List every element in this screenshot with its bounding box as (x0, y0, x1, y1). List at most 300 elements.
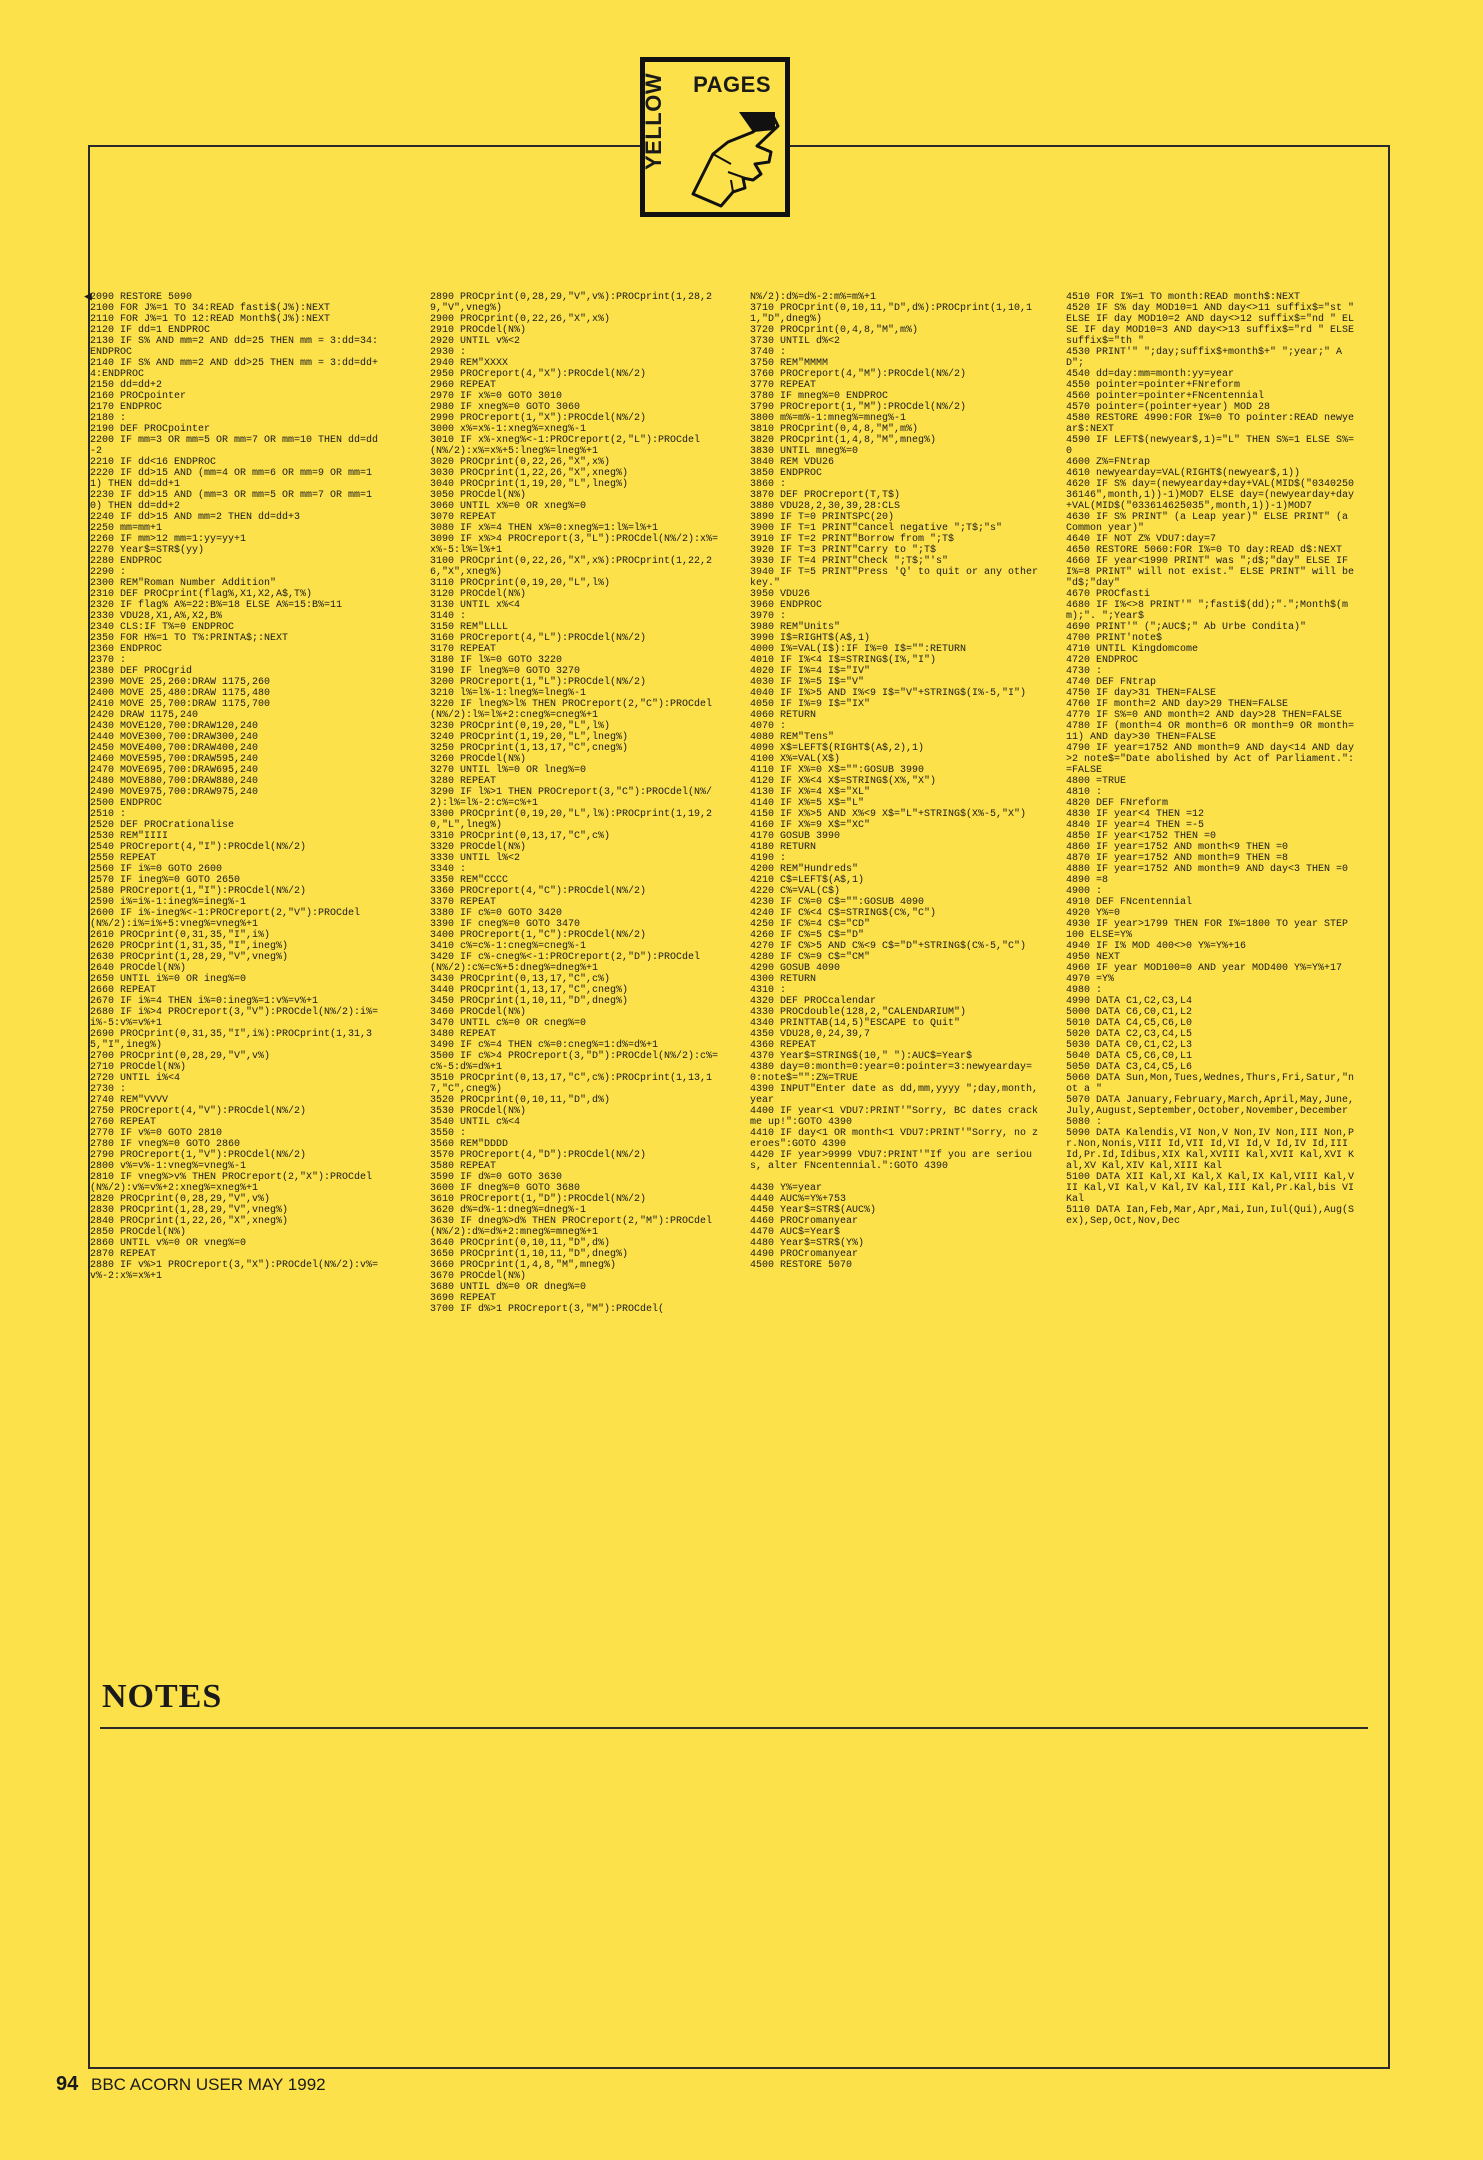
code-line: 2870 REPEAT (90, 1249, 157, 1260)
code-line: 4520 IF S% day MOD10=1 AND day<>11 suffix$="st " ELSE IF day MOD10=2 AND day<>12 suffix$="nd " ELSE IF day MOD10=3 AND day<>13 suffix$="rd " ELSE suffix$="th " (1066, 303, 1361, 347)
code-line: 4860 IF year=1752 AND month<9 THEN =0 (1066, 842, 1289, 853)
code-line: 4320 DEF PROCcalendar (750, 996, 877, 1007)
code-line: 2650 UNTIL i%=0 OR ineg%=0 (90, 974, 247, 985)
code-line: 5040 DATA C5,C6,C0,L1 (1066, 1051, 1193, 1062)
code-line: 4940 IF I% MOD 400<>0 Y%=Y%+16 (1066, 941, 1247, 952)
code-line: 2380 DEF PROCgrid (90, 666, 193, 677)
code-line: 3090 IF x%>4 PROCreport(3,"L"):PROCdel(N%/2):x%=x%-5:l%=l%+1 (430, 534, 719, 556)
code-line: 4290 GOSUB 4090 (750, 963, 841, 974)
code-line: 2450 MOVE400,700:DRAW400,240 (90, 743, 259, 754)
code-line: 4150 IF X%>5 AND X%<9 X$="L"+STRING$(X%-5,"X") (750, 809, 1027, 820)
code-line: 2330 VDU28,X1,A%,X2,B% (90, 611, 223, 622)
code-line: 3600 IF dneg%=0 GOTO 3680 (430, 1183, 581, 1194)
code-line: 2430 MOVE120,700:DRAW120,240 (90, 721, 259, 732)
code-line: 4920 Y%=0 (1066, 908, 1121, 919)
code-line: 2730 : (90, 1084, 127, 1095)
code-line: 2880 IF v%>1 PROCreport(3,"X"):PROCdel(N%/2):v%=v%-2:x%=x%+1 (90, 1260, 379, 1282)
code-line: 2500 ENDPROC (90, 798, 163, 809)
code-line: 4390 INPUT"Enter date as dd,mm,yyyy ";day,month,year (750, 1084, 1039, 1106)
code-line: 4190 : (750, 853, 787, 864)
code-line: 3130 UNTIL x%<4 (430, 600, 521, 611)
code-line: 2910 PROCdel(N%) (430, 325, 527, 336)
code-line: 2180 : (90, 413, 127, 424)
code-line: 2610 PROCprint(0,31,35,"I",i%) (90, 930, 271, 941)
code-line: 2090 RESTORE 5090 (90, 292, 193, 303)
code-line: 4610 newyearday=VAL(RIGHT$(newyear$,1)) (1066, 468, 1301, 479)
code-line: 4180 RETURN (750, 842, 817, 853)
code-line: 4960 IF year MOD100=0 AND year MOD400 Y%=Y%+17 (1066, 963, 1343, 974)
code-line: 2570 IF ineg%=0 GOTO 2650 (90, 875, 241, 886)
code-line: 3380 IF c%=0 GOTO 3420 (430, 908, 563, 919)
code-line: 2150 dd=dd+2 (90, 380, 163, 391)
code-line: 2170 ENDPROC (90, 402, 163, 413)
code-line: 2250 mm=mm+1 (90, 523, 163, 534)
code-line: 2740 REM"VVVV (90, 1095, 169, 1106)
code-line: 4200 REM"Hundreds" (750, 864, 859, 875)
code-line: 3950 VDU26 (750, 589, 811, 600)
code-line: 2130 IF S% AND mm=2 AND dd=25 THEN mm = 3:dd=34:ENDPROC (90, 336, 379, 358)
code-line: 4470 AUC$=Year$ (750, 1227, 841, 1238)
code-line: 3550 : (430, 1128, 467, 1139)
code-line: 4540 dd=day:mm=month:yy=year (1066, 369, 1235, 380)
code-line: 3040 PROCprint(1,19,20,"L",lneg%) (430, 479, 629, 490)
code-line: 2230 IF dd>15 AND (mm=3 OR mm=5 OR mm=7 OR mm=10) THEN dd=dd+2 (90, 490, 373, 512)
code-line: 4750 IF day>31 THEN=FALSE (1066, 688, 1217, 699)
code-line: 4620 IF S% day=(newyearday+day+VAL(MID$("034025036146",month,1))-1)MOD7 ELSE day=(newyearday+day+VAL(MID$("033614625035",month,1))-1)MOD7 (1066, 479, 1355, 512)
code-line: 3260 PROCdel(N%) (430, 754, 527, 765)
code-line: 5020 DATA C2,C3,C4,L5 (1066, 1029, 1193, 1040)
code-line: 3420 IF c%-cneg%<-1:PROCreport(2,"D"):PROCdel(N%/2):c%=c%+5:dneg%=dneg%+1 (430, 952, 701, 974)
code-line: 3250 PROCprint(1,13,17,"C",cneg%) (430, 743, 629, 754)
code-line: 2840 PROCprint(1,22,26,"X",xneg%) (90, 1216, 289, 1227)
code-line: 2360 ENDPROC (90, 644, 163, 655)
code-line: 3370 REPEAT (430, 897, 497, 908)
code-line: 3490 IF c%=4 THEN c%=0:cneg%=1:d%=d%+1 (430, 1040, 659, 1051)
code-line: 2160 PROCpointer (90, 391, 187, 402)
code-line: 3790 PROCreport(1,"M"):PROCdel(N%/2) (750, 402, 967, 413)
code-line: 4970 =Y% (1066, 974, 1115, 985)
code-line: 3060 UNTIL x%=0 OR xneg%=0 (430, 501, 587, 512)
code-line: 4120 IF X%<4 X$=STRING$(X%,"X") (750, 776, 937, 787)
code-line: 3760 PROCreport(4,"M"):PROCdel(N%/2) (750, 369, 967, 380)
code-line: 2190 DEF PROCpointer (90, 424, 211, 435)
code-line: 3290 IF l%>1 THEN PROCreport(3,"C"):PROCdel(N%/2):l%=l%-2:c%=c%+1 (430, 787, 713, 809)
code-line: 4640 IF NOT Z% VDU7:day=7 (1066, 534, 1217, 545)
notes-heading: NOTES (102, 1678, 223, 1715)
code-line: 2630 PROCprint(1,28,29,"V",vneg%) (90, 952, 289, 963)
code-line: 4830 IF year<4 THEN =12 (1066, 809, 1205, 820)
code-line: 2460 MOVE595,700:DRAW595,240 (90, 754, 259, 765)
code-line: 3870 DEF PROCreport(T,T$) (750, 490, 901, 501)
code-line: 4450 Year$=STR$(AUC%) (750, 1205, 877, 1216)
code-line: 4810 : (1066, 787, 1103, 798)
code-line: 3430 PROCprint(0,13,17,"C",c%) (430, 974, 611, 985)
code-line: 2970 IF x%=0 GOTO 3010 (430, 391, 563, 402)
code-line: 3930 IF T=4 PRINT"Check ";T$;"'s" (750, 556, 949, 567)
code-line: 4430 Y%=year (750, 1183, 823, 1194)
code-line: 2670 IF i%=4 THEN i%=0:ineg%=1:v%=v%+1 (90, 996, 319, 1007)
code-line: 3240 PROCprint(1,19,20,"L",lneg%) (430, 732, 629, 743)
code-line: 2980 IF xneg%=0 GOTO 3060 (430, 402, 581, 413)
code-line: 3410 c%=c%-1:cneg%=cneg%-1 (430, 941, 587, 952)
code-line: 5000 DATA C6,C0,C1,L2 (1066, 1007, 1193, 1018)
code-line: 3820 PROCprint(1,4,8,"M",mneg%) (750, 435, 937, 446)
code-line: 3010 IF x%-xneg%<-1:PROCreport(2,"L"):PROCdel(N%/2):x%=x%+5:lneg%=lneg%+1 (430, 435, 701, 457)
listing-column-1 (90, 292, 382, 1697)
code-line: 2860 UNTIL v%=0 OR vneg%=0 (90, 1238, 247, 1249)
code-line: 4990 DATA C1,C2,C3,L4 (1066, 996, 1193, 1007)
code-line: 4350 VDU28,0,24,39,7 (750, 1029, 871, 1040)
code-line: 3150 REM"LLLL (430, 622, 509, 633)
code-line: 2470 MOVE695,700:DRAW695,240 (90, 765, 259, 776)
code-line: 3310 PROCprint(0,13,17,"C",c%) (430, 831, 611, 842)
code-line: 2720 UNTIL i%<4 (90, 1073, 181, 1084)
code-line: 4550 pointer=pointer+FNreform (1066, 380, 1241, 391)
code-line: 3960 ENDPROC (750, 600, 823, 611)
code-line: 2300 REM"Roman Number Addition" (90, 578, 277, 589)
code-line: 2260 IF mm>12 mm=1:yy=yy+1 (90, 534, 247, 545)
code-line: 2800 v%=v%-1:vneg%=vneg%-1 (90, 1161, 247, 1172)
code-line: 4480 Year$=STR$(Y%) (750, 1238, 865, 1249)
code-line: 4040 IF I%>5 AND I%<9 I$="V"+STRING$(I%-5,"I") (750, 688, 1027, 699)
code-line: 4980 : (1066, 985, 1103, 996)
code-line: 4530 PRINT'" ";day;suffix$+month$+" ";year;" AD"; (1066, 347, 1343, 369)
code-line: 2900 PROCprint(0,22,26,"X",x%) (430, 314, 611, 325)
code-line: 3340 : (430, 864, 467, 875)
code-line: 4380 day=0:month=0:year=0:pointer=3:newyearday=0:note$="":Z%=TRUE (750, 1062, 1033, 1084)
code-line: 2600 IF i%-ineg%<-1:PROCreport(2,"V"):PROCdel(N%/2):i%=i%+5:vneg%=vneg%+1 (90, 908, 361, 930)
code-line: 2830 PROCprint(1,28,29,"V",vneg%) (90, 1205, 289, 1216)
code-line: 4950 NEXT (1066, 952, 1121, 963)
code-line: 5070 DATA January,February,March,April,May,June,July,August,September,October,November,December (1066, 1095, 1355, 1117)
code-line: 4590 IF LEFT$(newyear$,1)="L" THEN S%=1 ELSE S%=0 (1066, 435, 1355, 457)
code-line: 3110 PROCprint(0,19,20,"L",l%) (430, 578, 611, 589)
code-line: 3330 UNTIL l%<2 (430, 853, 521, 864)
code-line: 3390 IF cneg%=0 GOTO 3470 (430, 919, 581, 930)
code-line: 3020 PROCprint(0,22,26,"X",x%) (430, 457, 611, 468)
code-line: 4400 IF year<1 VDU7:PRINT'"Sorry, BC dates crack me up!":GOTO 4390 (750, 1106, 1045, 1128)
code-line: 2400 MOVE 25,480:DRAW 1175,480 (90, 688, 271, 699)
code-line: 2690 PROCprint(0,31,35,"I",i%):PROCprint(1,31,35,"I",ineg%) (90, 1029, 373, 1051)
code-line: 4570 pointer=(pointer+year) MOD 28 (1066, 402, 1271, 413)
code-line: 2940 REM"XXXX (430, 358, 509, 369)
code-line: 5090 DATA Kalendis,VI Non,V Non,IV Non,III Non,Pr.Non,Nonis,VIII Id,VII Id,VI Id,V Id,IV Id,III Id,Pr.Id,Idibus,XIX Kal,XVIII Kal,XVII Kal,XVI Kal,XV Kal,XIV Kal,XIII Kal (1066, 1128, 1355, 1172)
code-line: 3690 REPEAT (430, 1293, 497, 1304)
code-line: 2210 IF dd<16 ENDPROC (90, 457, 217, 468)
code-line: 2350 FOR H%=1 TO T%:PRINTA$;:NEXT (90, 633, 289, 644)
code-line: 4110 IF X%=0 X$="":GOSUB 3990 (750, 765, 925, 776)
code-line: 3910 IF T=2 PRINT"Borrow from ";T$ (750, 534, 955, 545)
code-line: 4850 IF year<1752 THEN =0 (1066, 831, 1217, 842)
code-line: 2490 MOVE975,700:DRAW975,240 (90, 787, 259, 798)
code-line: 3840 REM VDU26 (750, 457, 835, 468)
code-line: 3900 IF T=1 PRINT"Cancel negative ";T$;"s" (750, 523, 1003, 534)
code-line: 4440 AUC%=Y%+753 (750, 1194, 847, 1205)
code-line: 4280 IF C%=9 C$="CM" (750, 952, 871, 963)
code-line: 2990 PROCreport(1,"X"):PROCdel(N%/2) (430, 413, 647, 424)
code-line: 3180 IF l%=0 GOTO 3220 (430, 655, 563, 666)
code-line: 3350 REM"CCCC (430, 875, 509, 886)
code-line: 4840 IF year=4 THEN =-5 (1066, 820, 1205, 831)
code-line: 3630 IF dneg%>d% THEN PROCreport(2,"M"):PROCdel(N%/2):d%=d%+2:mneg%=mneg%+1 (430, 1216, 713, 1238)
code-line: 2240 IF dd>15 AND mm=2 THEN dd=dd+3 (90, 512, 301, 523)
code-line: 3470 UNTIL c%=0 OR cneg%=0 (430, 1018, 587, 1029)
code-line (750, 1172, 1042, 1183)
listing-column-2 (430, 292, 722, 1315)
code-line: 4800 =TRUE (1066, 776, 1127, 787)
code-line: 2140 IF S% AND mm=2 AND dd>25 THEN mm = 3:dd=dd+4:ENDPROC (90, 358, 379, 380)
code-line: 3030 PROCprint(1,22,26,"X",xneg%) (430, 468, 629, 479)
code-line: 4080 REM"Tens" (750, 732, 835, 743)
code-line: 2590 i%=i%-1:ineg%=ineg%-1 (90, 897, 247, 908)
code-line: 2750 PROCreport(4,"V"):PROCdel(N%/2) (90, 1106, 307, 1117)
code-line: 5110 DATA Ian,Feb,Mar,Apr,Mai,Iun,Iul(Qui),Aug(Sex),Sep,Oct,Nov,Dec (1066, 1205, 1355, 1227)
code-line: 3670 PROCdel(N%) (430, 1271, 527, 1282)
code-line: 3980 REM"Units" (750, 622, 841, 633)
code-line: 4820 DEF FNreform (1066, 798, 1169, 809)
code-line: 3450 PROCprint(1,10,11,"D",dneg%) (430, 996, 629, 1007)
code-line: 2960 REPEAT (430, 380, 497, 391)
code-line: 5060 DATA Sun,Mon,Tues,Wednes,Thurs,Fri,Satur,"not a " (1066, 1073, 1355, 1095)
code-line: 2770 IF v%=0 GOTO 2810 (90, 1128, 223, 1139)
code-line: 3500 IF c%>4 PROCreport(3,"D"):PROCdel(N%/2):c%=c%-5:d%=d%+1 (430, 1051, 719, 1073)
code-line: 2200 IF mm=3 OR mm=5 OR mm=7 OR mm=10 THEN dd=dd-2 (90, 435, 379, 457)
code-line: 4720 ENDPROC (1066, 655, 1139, 666)
notes-rule (100, 1727, 1368, 1729)
code-line: 2700 PROCprint(0,28,29,"V",v%) (90, 1051, 271, 1062)
code-line: 2850 PROCdel(N%) (90, 1227, 187, 1238)
code-line: 4250 IF C%=4 C$="CD" (750, 919, 871, 930)
code-line: 4170 GOSUB 3990 (750, 831, 841, 842)
code-line: 2540 PROCreport(4,"I"):PROCdel(N%/2) (90, 842, 307, 853)
code-line: 3230 PROCprint(0,19,20,"L",l%) (430, 721, 611, 732)
code-line: 4870 IF year=1752 AND month=9 THEN =8 (1066, 853, 1289, 864)
code-line: 2920 UNTIL v%<2 (430, 336, 521, 347)
code-line: 3740 : (750, 347, 787, 358)
code-line: 5010 DATA C4,C5,C6,L0 (1066, 1018, 1193, 1029)
code-line: 3920 IF T=3 PRINT"Carry to ";T$ (750, 545, 937, 556)
code-line: 3780 IF mneg%=0 ENDPROC (750, 391, 889, 402)
code-line: 3800 m%=m%-1:mneg%=mneg%-1 (750, 413, 907, 424)
code-line: 3210 l%=l%-1:lneg%=lneg%-1 (430, 688, 587, 699)
code-line: 2580 PROCreport(1,"I"):PROCdel(N%/2) (90, 886, 307, 897)
code-line: 3160 PROCreport(4,"L"):PROCdel(N%/2) (430, 633, 647, 644)
code-line: 2640 PROCdel(N%) (90, 963, 187, 974)
code-line: 4330 PROCdouble(128,2,"CALENDARIUM") (750, 1007, 967, 1018)
code-line: 4090 X$=LEFT$(RIGHT$(A$,2),1) (750, 743, 925, 754)
code-line: 2620 PROCprint(1,31,35,"I",ineg%) (90, 941, 289, 952)
code-line: 4500 RESTORE 5070 (750, 1260, 853, 1271)
code-line: 4580 RESTORE 4990:FOR I%=0 TO pointer:READ newyear$:NEXT (1066, 413, 1355, 435)
code-line: 4410 IF day<1 OR month<1 VDU7:PRINT'"Sorry, no zeroes":GOTO 4390 (750, 1128, 1039, 1150)
code-line: 5050 DATA C3,C4,C5,L6 (1066, 1062, 1193, 1073)
code-line: 4240 IF C%<4 C$=STRING$(C%,"C") (750, 908, 937, 919)
code-line: 3190 IF lneg%=0 GOTO 3270 (430, 666, 581, 677)
code-line: 2710 PROCdel(N%) (90, 1062, 187, 1073)
code-line: 2420 DRAW 1175,240 (90, 710, 199, 721)
code-line: 2780 IF vneg%=0 GOTO 2860 (90, 1139, 241, 1150)
code-line: 4780 IF (month=4 OR month=6 OR month=9 OR month=11) AND day>30 THEN=FALSE (1066, 721, 1355, 743)
code-line: 4000 I%=VAL(I$):IF I%=0 I$="":RETURN (750, 644, 967, 655)
logo-yellow-word: YELLOW (641, 72, 666, 170)
code-line: 5030 DATA C0,C1,C2,L3 (1066, 1040, 1193, 1051)
code-line: 3830 UNTIL mneg%=0 (750, 446, 859, 457)
code-line: 3890 IF T=0 PRINTSPC(20) (750, 512, 895, 523)
code-line: 4460 PROCromanyear (750, 1216, 859, 1227)
code-line: 2790 PROCreport(1,"V"):PROCdel(N%/2) (90, 1150, 307, 1161)
code-line: 3700 IF d%>1 PROCreport(3,"M"):PROCdel( (430, 1304, 665, 1315)
code-line: 3460 PROCdel(N%) (430, 1007, 527, 1018)
code-line: 4560 pointer=pointer+FNcentennial (1066, 391, 1265, 402)
code-line: 3710 PROCprint(0,10,11,"D",d%):PROCprint(1,10,11,"D",dneg%) (750, 303, 1033, 325)
code-line: 2950 PROCreport(4,"X"):PROCdel(N%/2) (430, 369, 647, 380)
page-footer (56, 2073, 326, 2096)
code-line: 2100 FOR J%=1 TO 34:READ fasti$(J%):NEXT (90, 303, 331, 314)
code-line: 4650 RESTORE 5060:FOR I%=0 TO day:READ d$:NEXT (1066, 545, 1343, 556)
code-line: 4690 PRINT'" (";AUC$;" Ab Urbe Condita)" (1066, 622, 1307, 633)
code-line: 4710 UNTIL Kingdomcome (1066, 644, 1199, 655)
code-line: 4340 PRINTTAB(14,5)"ESCAPE to Quit" (750, 1018, 961, 1029)
code-line: 3530 PROCdel(N%) (430, 1106, 527, 1117)
code-line: 3540 UNTIL c%<4 (430, 1117, 521, 1128)
code-line: 2560 IF i%=0 GOTO 2600 (90, 864, 223, 875)
code-line: 4930 IF year>1799 THEN FOR I%=1800 TO year STEP 100 ELSE=Y% (1066, 919, 1355, 941)
code-line: 4210 C$=LEFT$(A$,1) (750, 875, 865, 886)
code-line: 3440 PROCprint(1,13,17,"C",cneg%) (430, 985, 629, 996)
code-line: 4300 RETURN (750, 974, 817, 985)
code-line: 2680 IF i%>4 PROCreport(3,"V"):PROCdel(N%/2):i%=i%-5:v%=v%+1 (90, 1007, 379, 1029)
code-line: 3050 PROCdel(N%) (430, 490, 527, 501)
code-line: 3120 PROCdel(N%) (430, 589, 527, 600)
publication-name: BBC ACORN USER MAY 1992 (90, 2075, 326, 2094)
code-line: 2220 IF dd>15 AND (mm=4 OR mm=6 OR mm=9 OR mm=11) THEN dd=dd+1 (90, 468, 373, 490)
code-line: 4740 DEF FNtrap (1066, 677, 1157, 688)
code-line: 4700 PRINT'note$ (1066, 633, 1163, 644)
code-line: 3480 REPEAT (430, 1029, 497, 1040)
code-line: 3140 : (430, 611, 467, 622)
code-line: 4420 IF year>9999 VDU7:PRINT'"If you are serious, alter FNcentennial.":GOTO 4390 (750, 1150, 1033, 1172)
listing-column-4 (1066, 292, 1361, 1227)
code-line: 4730 : (1066, 666, 1103, 677)
code-line: 3970 : (750, 611, 787, 622)
code-line: 4140 IF X%=5 X$="L" (750, 798, 865, 809)
page-number: 94 (56, 2073, 79, 2095)
code-line: 3810 PROCprint(0,4,8,"M",m%) (750, 424, 919, 435)
code-line: 4070 : (750, 721, 787, 732)
code-line: 3200 PROCreport(1,"L"):PROCdel(N%/2) (430, 677, 647, 688)
code-line: 3590 IF d%=0 GOTO 3630 (430, 1172, 563, 1183)
hand-pointing-icon (683, 102, 783, 212)
listing-column-3 (750, 292, 1045, 1271)
logo-pages-word: PAGES (693, 72, 771, 97)
code-line: 2510 : (90, 809, 127, 820)
code-line: 4030 IF I%=5 I$="V" (750, 677, 865, 688)
code-line: 3170 REPEAT (430, 644, 497, 655)
yellow-pages-logo (640, 57, 790, 217)
code-line: 4680 IF I%<>8 PRINT'" ";fasti$(dd);".";Month$(mm);". ";Year$ (1066, 600, 1349, 622)
code-line: 3730 UNTIL d%<2 (750, 336, 841, 347)
code-line: 4760 IF month=2 AND day>29 THEN=FALSE (1066, 699, 1289, 710)
continuation-arrow-icon: ◀ (84, 289, 92, 304)
code-line: 2480 MOVE880,700:DRAW880,240 (90, 776, 259, 787)
code-line: 3990 I$=RIGHT$(A$,1) (750, 633, 871, 644)
code-line: 4270 IF C%>5 AND C%<9 C$="D"+STRING$(C%-5,"C") (750, 941, 1027, 952)
code-line: 3770 REPEAT (750, 380, 817, 391)
code-line: 4130 IF X%=4 X$="XL" (750, 787, 871, 798)
code-line: 3220 IF lneg%>l% THEN PROCreport(2,"C"):PROCdel(N%/2):l%=l%+2:cneg%=cneg%+1 (430, 699, 713, 721)
code-line: 4370 Year$=STRING$(10," "):AUC$=Year$ (750, 1051, 973, 1062)
code-line: 4790 IF year=1752 AND month=9 AND day<14 AND day>2 note$="Date abolished by Act of Parliament.":=FALSE (1066, 743, 1355, 776)
code-line: 4600 Z%=FNtrap (1066, 457, 1151, 468)
code-line: 4050 IF I%=9 I$="IX" (750, 699, 871, 710)
code-line: 4770 IF S%=0 AND month=2 AND day>28 THEN=FALSE (1066, 710, 1343, 721)
code-line: 2120 IF dd=1 ENDPROC (90, 325, 211, 336)
code-line: 2340 CLS:IF T%=0 ENDPROC (90, 622, 235, 633)
code-line: 3080 IF x%=4 THEN x%=0:xneg%=1:l%=l%+1 (430, 523, 659, 534)
code-line: 3520 PROCprint(0,10,11,"D",d%) (430, 1095, 611, 1106)
code-line: N%/2):d%=d%-2:m%=m%+1 (750, 292, 877, 303)
code-line: 4880 IF year=1752 AND month=9 AND day<3 THEN =0 (1066, 864, 1349, 875)
code-line: 4360 REPEAT (750, 1040, 817, 1051)
code-line: 4160 IF X%=9 X$="XC" (750, 820, 871, 831)
code-line: 3680 UNTIL d%=0 OR dneg%=0 (430, 1282, 587, 1293)
code-line: 2370 : (90, 655, 127, 666)
code-line: 3850 ENDPROC (750, 468, 823, 479)
code-line: 3880 VDU28,2,30,39,28:CLS (750, 501, 901, 512)
code-line: 3360 PROCreport(4,"C"):PROCdel(N%/2) (430, 886, 647, 897)
code-line: 2280 ENDPROC (90, 556, 163, 567)
code-line: 4010 IF I%<4 I$=STRING$(I%,"I") (750, 655, 937, 666)
code-line: 2890 PROCprint(0,28,29,"V",v%):PROCprint(1,28,29,"V",vneg%) (430, 292, 713, 314)
code-line: 2410 MOVE 25,700:DRAW 1175,700 (90, 699, 271, 710)
code-line: 4230 IF C%=0 C$="":GOSUB 4090 (750, 897, 925, 908)
code-line: 3720 PROCprint(0,4,8,"M",m%) (750, 325, 919, 336)
code-line: 3270 UNTIL l%=0 OR lneg%=0 (430, 765, 587, 776)
code-line: 4490 PROCromanyear (750, 1249, 859, 1260)
code-line: 4670 PROCfasti (1066, 589, 1151, 600)
code-line: 5100 DATA XII Kal,XI Kal,X Kal,IX Kal,VIII Kal,VII Kal,VI Kal,V Kal,IV Kal,III Kal,Pr.Kal,bis VI Kal (1066, 1172, 1361, 1205)
code-line: 2440 MOVE300,700:DRAW300,240 (90, 732, 259, 743)
code-line: 4510 FOR I%=1 TO month:READ month$:NEXT (1066, 292, 1301, 303)
code-line: 4660 IF year<1990 PRINT" was ";d$;"day" ELSE IF I%=8 PRINT" will not exist." ELSE PRINT" will be "d$;"day" (1066, 556, 1361, 589)
code-line: 2310 DEF PROCprint(flag%,X1,X2,A$,T%) (90, 589, 313, 600)
code-line: 3300 PROCprint(0,19,20,"L",l%):PROCprint(1,19,20,"L",lneg%) (430, 809, 713, 831)
code-line: 2290 : (90, 567, 127, 578)
code-line: 2390 MOVE 25,260:DRAW 1175,260 (90, 677, 271, 688)
code-line: 4060 RETURN (750, 710, 817, 721)
code-line: 3100 PROCprint(0,22,26,"X",x%):PROCprint(1,22,26,"X",xneg%) (430, 556, 713, 578)
code-line: 2270 Year$=STR$(yy) (90, 545, 205, 556)
code-line: 3000 x%=x%-1:xneg%=xneg%-1 (430, 424, 587, 435)
code-line: 3640 PROCprint(0,10,11,"D",d%) (430, 1238, 611, 1249)
code-line: 2530 REM"IIII (90, 831, 169, 842)
code-line: 4900 : (1066, 886, 1103, 897)
code-line: 2550 REPEAT (90, 853, 157, 864)
code-line: 3660 PROCprint(1,4,8,"M",mneg%) (430, 1260, 617, 1271)
code-line: 2320 IF flag% A%=22:B%=18 ELSE A%=15:B%=11 (90, 600, 343, 611)
code-line: 4890 =8 (1066, 875, 1109, 886)
code-line: 2820 PROCprint(0,28,29,"V",v%) (90, 1194, 271, 1205)
code-line: 3280 REPEAT (430, 776, 497, 787)
code-line: 5080 : (1066, 1117, 1103, 1128)
code-line: 3400 PROCreport(1,"C"):PROCdel(N%/2) (430, 930, 647, 941)
code-line: 3320 PROCdel(N%) (430, 842, 527, 853)
code-line: 3620 d%=d%-1:dneg%=dneg%-1 (430, 1205, 587, 1216)
code-line: 4910 DEF FNcentennial (1066, 897, 1193, 908)
code-line: 4310 : (750, 985, 787, 996)
code-line: 2810 IF vneg%>v% THEN PROCreport(2,"X"):PROCdel(N%/2):v%=v%+2:xneg%=xneg%+1 (90, 1172, 373, 1194)
code-line: 3570 PROCreport(4,"D"):PROCdel(N%/2) (430, 1150, 647, 1161)
